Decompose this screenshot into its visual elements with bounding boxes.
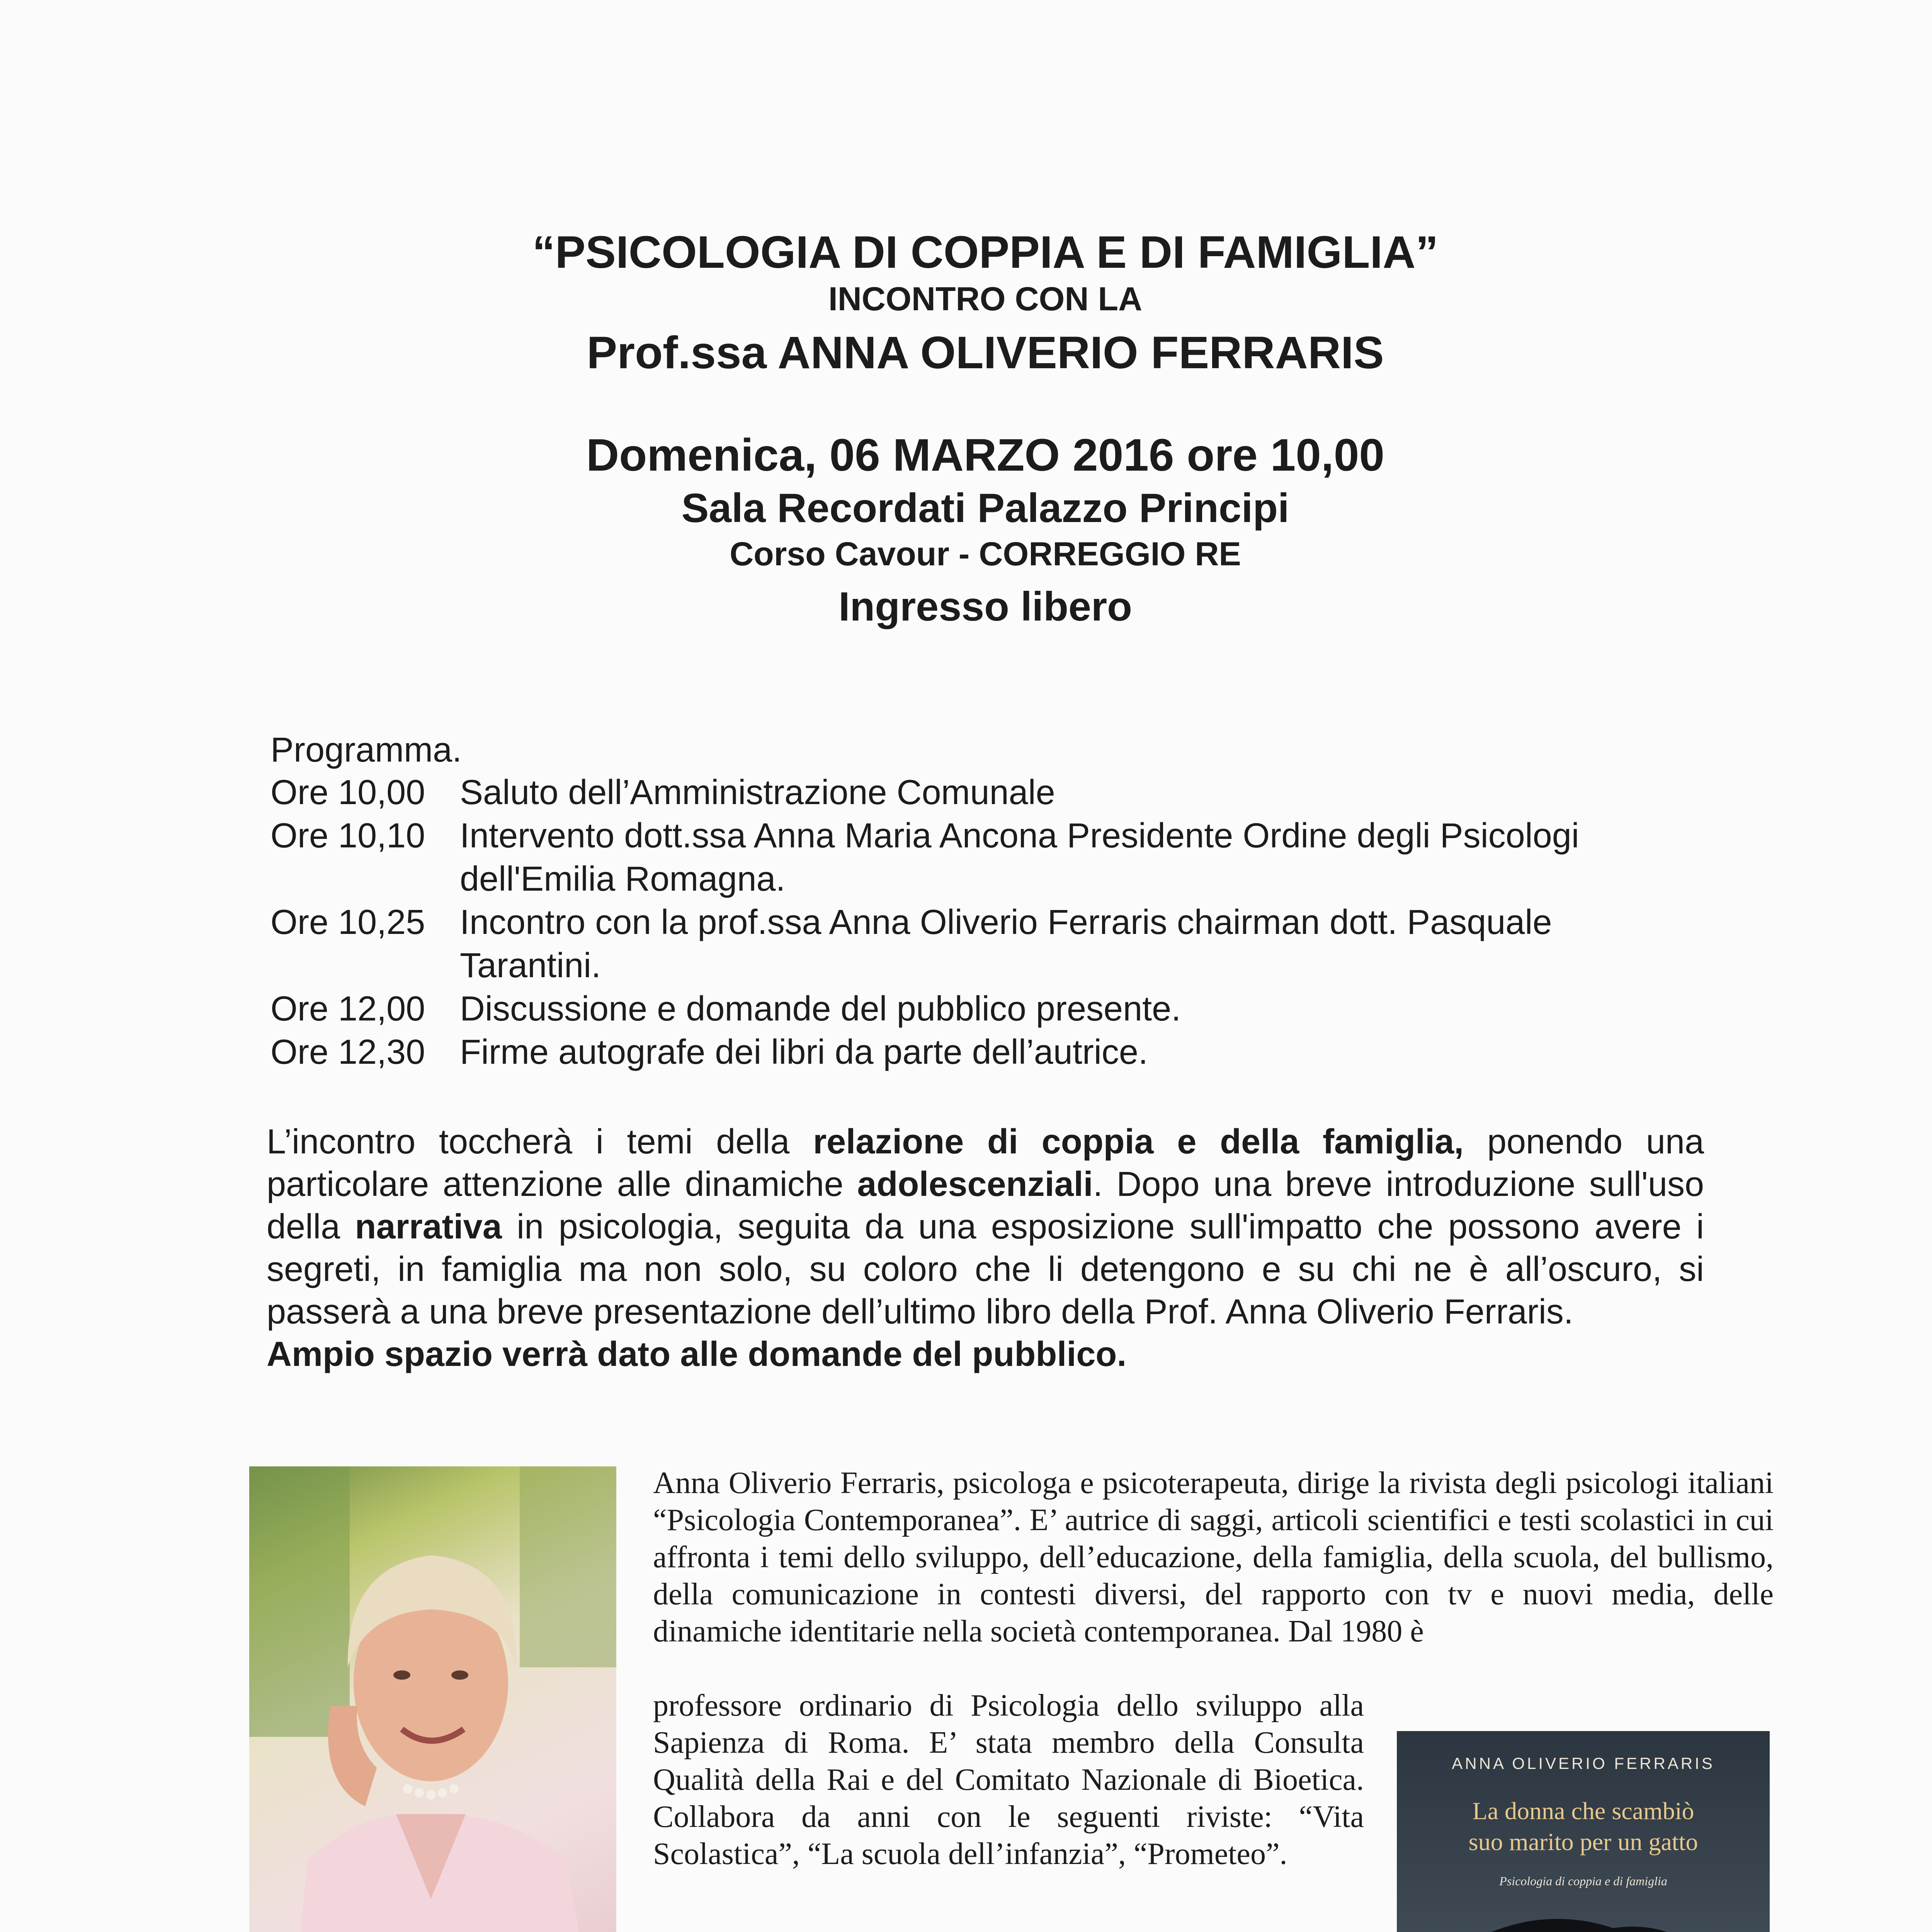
event-date: Domenica, 06 MARZO 2016 ore 10,00 [586, 430, 1384, 481]
program-heading: Programma. [270, 731, 462, 769]
intro-bold-3: narrativa [355, 1208, 502, 1246]
program-desc: Discussione e domande del pubblico presente. [460, 990, 1181, 1028]
intro-text-2: ponendo una particolare attenzione alle dinamiche [267, 1122, 1704, 1204]
intro-text-1: L’incontro toccherà i temi della [267, 1122, 813, 1161]
program-desc-cont: dell'Emilia Romagna. [460, 860, 786, 898]
book-cover-title2: suo marito per un gatto [1468, 1828, 1698, 1855]
program-desc-cont: Tarantini. [460, 946, 601, 985]
program-time: Ore 10,00 [270, 773, 425, 812]
book-cover-subtitle: Psicologia di coppia e di famiglia [1499, 1874, 1667, 1888]
bio-narrow: professore ordinario di Psicologia dello sviluppo alla Sapienza di Roma. E’ stata membro della Consulta Qualità della Rai e del Comitato Nazionale di Bioetica. Collabora da anni con le seguenti riviste: “Vita Scolastica”, “La scuola dell’infanzia”, “Prometeo”. [653, 1689, 1364, 1871]
bio-wide: Anna Oliverio Ferraris, psicologa e psicoterapeuta, dirige la rivista degli psicologi italiani “Psicologia Contemporanea”. E’ autrice di saggi, articoli scientifici e testi scolastici in cui affronta i temi dello sviluppo, dell’educazione, della famiglia, della scuola, del bullismo, della comunicazione in contesti diversi, del rapporto con tv e nuovi media, delle dinamiche identitarie nella società contemporanea. Dal 1980 è [653, 1466, 1774, 1648]
book-cover-illustration [1397, 1893, 1770, 1932]
speaker-name: Prof.ssa ANNA OLIVERIO FERRARIS [587, 327, 1384, 378]
program-time: Ore 12,30 [270, 1033, 425, 1071]
event-entry: Ingresso libero [838, 584, 1132, 629]
intro-closing: Ampio spazio verrà dato alle domande del pubblico. [267, 1335, 1127, 1374]
book-cover [1397, 1731, 1770, 1932]
event-address: Corso Cavour - CORREGGIO RE [730, 536, 1241, 573]
book-cover-author: ANNA OLIVERIO FERRARIS [1452, 1754, 1715, 1772]
program-list [270, 771, 1893, 1072]
intro-bold-2: adolescenziali [857, 1165, 1093, 1204]
event-venue: Sala Recordati Palazzo Principi [681, 485, 1289, 531]
intro-text-3: . Dopo una breve introduzione sull'uso della [267, 1165, 1704, 1246]
intro-paragraph [267, 1121, 1704, 1376]
program-desc: Intervento dott.ssa Anna Maria Ancona Presidente Ordine degli Psicologi [460, 816, 1579, 855]
author-photo [249, 1466, 616, 1932]
program-time: Ore 10,25 [270, 903, 425, 942]
program-desc: Firme autografe dei libri da parte dell’autrice. [460, 1033, 1148, 1071]
author-photo-illustration [249, 1466, 616, 1932]
program-desc: Saluto dell’Amministrazione Comunale [460, 773, 1055, 812]
program-time: Ore 12,00 [270, 990, 425, 1028]
intro-text-4: in psicologia, seguita da una esposizione sull'impatto che possono avere i segreti, in famiglia ma non solo, su coloro che li detengono e su chi ne è all’oscuro, si passerà a una breve presentazione dell’ultimo libro della Prof. Anna Oliverio Ferraris. [267, 1208, 1704, 1331]
book-cover-title1: La donna che scambiò [1472, 1797, 1694, 1825]
intro-bold-1: relazione di coppia e della famiglia, [813, 1122, 1464, 1161]
program-time: Ore 10,10 [270, 816, 425, 855]
event-title: “PSICOLOGIA DI COPPIA E DI FAMIGLIA” [532, 227, 1439, 278]
event-subtitle: INCONTRO CON LA [828, 281, 1143, 318]
program-desc: Incontro con la prof.ssa Anna Oliverio Ferraris chairman dott. Pasquale [460, 903, 1552, 942]
